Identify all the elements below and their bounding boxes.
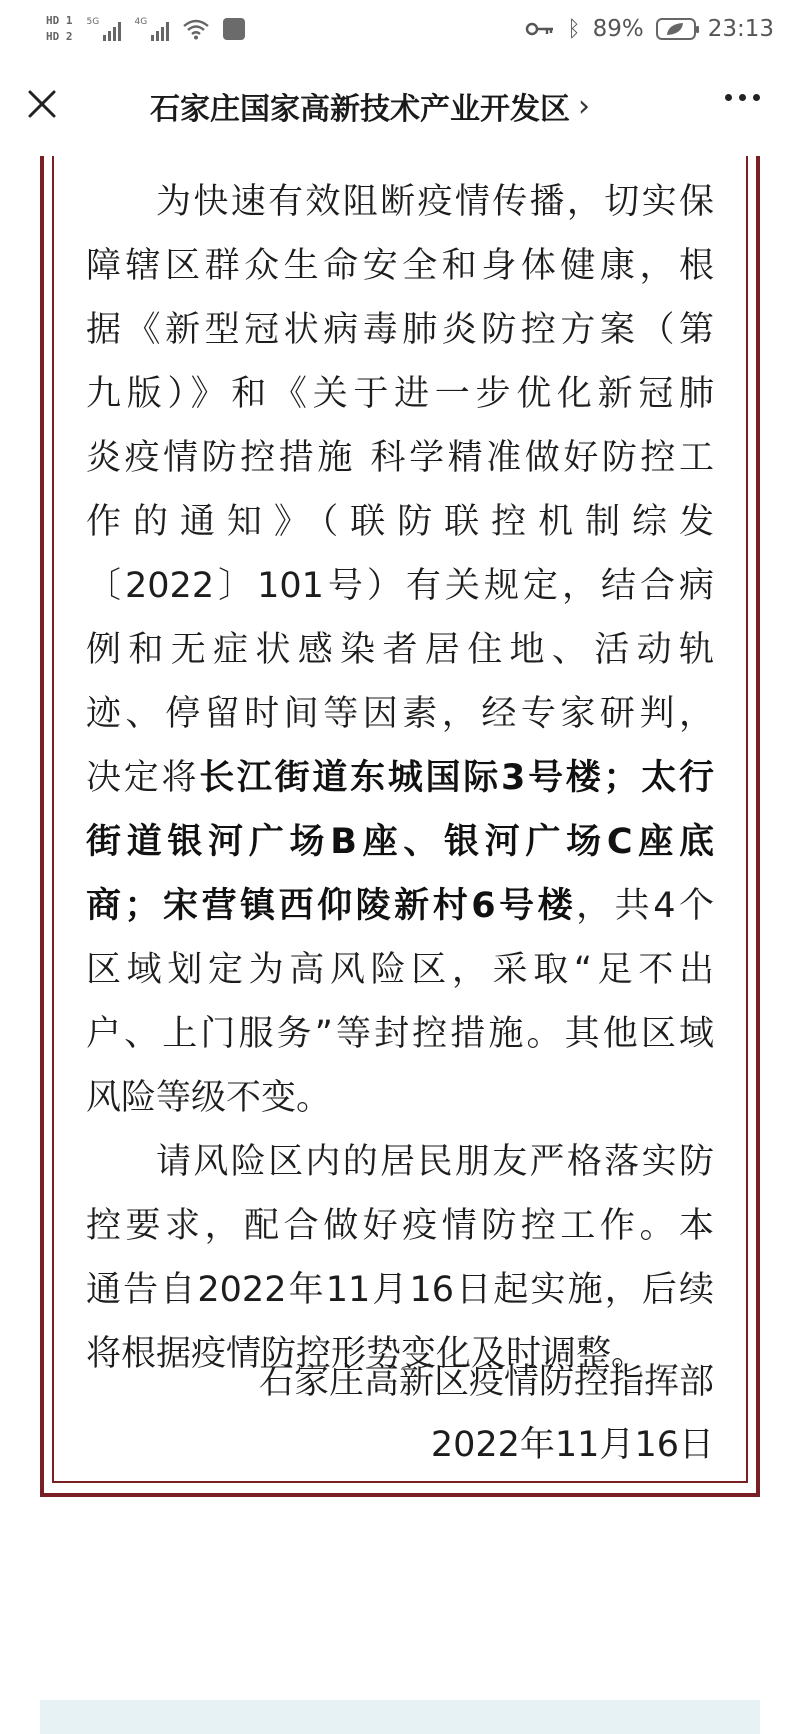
notice-line xyxy=(86,1002,714,1066)
notice-text: 迹、停留时间等因素，经专家研判， xyxy=(86,694,714,734)
highlighted-area-text: 街道银河广场B座、银河广场C座底 xyxy=(86,822,714,862)
hd2-badge: HD 2 xyxy=(46,30,73,43)
signal-5g-icon xyxy=(87,17,121,41)
notice-text: 区域划定为高风险区，采取“足不出 xyxy=(86,950,714,990)
wifi-icon xyxy=(183,18,209,40)
notice-paragraph-2 xyxy=(86,1130,714,1386)
hd1-badge: HD 1 xyxy=(46,14,73,27)
signal-5g-label: 5G xyxy=(86,17,100,27)
notice-line xyxy=(86,490,714,554)
battery-icon xyxy=(656,18,696,40)
notice-paragraph-1 xyxy=(86,170,714,1130)
notice-line xyxy=(86,938,714,1002)
issuer-signature: 石家庄高新区疫情防控指挥部 xyxy=(258,1362,714,1402)
signal-4g-label: 4G xyxy=(134,17,148,27)
notice-text: 决定将 xyxy=(86,758,200,798)
notice-line xyxy=(86,362,714,426)
notice-line xyxy=(86,170,714,234)
notice-line xyxy=(86,1194,714,1258)
notice-line xyxy=(86,298,714,362)
page-title: 石家庄国家高新技术产业开发区 xyxy=(150,92,570,127)
notice-text: 炎疫情防控措施 科学精准做好防控工 xyxy=(86,438,714,478)
status-left xyxy=(46,8,245,50)
notice-line xyxy=(86,618,714,682)
status-right xyxy=(525,10,774,48)
notice-text: 户、上门服务”等封控措施。其他区域 xyxy=(86,1014,714,1054)
issue-date: 2022年11月16日 xyxy=(430,1425,714,1465)
notice-line xyxy=(86,234,714,298)
notice-line xyxy=(86,682,714,746)
app-notification-icon xyxy=(223,18,245,40)
nav-bar xyxy=(0,58,800,156)
notice-line xyxy=(86,1066,714,1130)
leaf-icon xyxy=(666,22,684,36)
notice-line xyxy=(86,874,714,938)
status-bar xyxy=(0,0,800,58)
highlighted-area-text: 商；宋营镇西仰陵新村6号楼 xyxy=(86,886,577,926)
highlighted-area-text: 长江街道东城国际3号楼；太行 xyxy=(199,758,714,798)
next-section-strip xyxy=(40,1700,760,1734)
clock: 23:13 xyxy=(707,16,774,42)
notice-text: ，共4个 xyxy=(576,886,714,926)
notice-line xyxy=(86,426,714,490)
more-options-icon[interactable] xyxy=(725,94,760,101)
notice-text: 将根据疫情防控形势变化及时调整。 xyxy=(86,1334,647,1374)
notice-text: 据《新型冠状病毒肺炎防控方案（第 xyxy=(86,310,714,350)
notice-text: 〔2022〕101号）有关规定，结合病 xyxy=(86,566,714,606)
notice-line xyxy=(86,1130,714,1194)
notice-text: 障辖区群众生命安全和身体健康，根 xyxy=(86,246,714,286)
notice-line xyxy=(86,1258,714,1322)
notice-text: 例和无症状感染者居住地、活动轨 xyxy=(86,630,714,670)
notice-text: 控要求，配合做好疫情防控工作。本 xyxy=(86,1206,714,1246)
notice-line xyxy=(86,554,714,618)
close-icon[interactable] xyxy=(22,84,62,124)
notice-text: 作的通知》（联防联控机制综发 xyxy=(86,502,714,542)
notice-text: 风险等级不变。 xyxy=(86,1078,332,1118)
notice-body xyxy=(86,170,714,1386)
notice-text: 通告自2022年11月16日起实施，后续 xyxy=(86,1270,714,1310)
notice-text: 九版）》和《关于进一步优化新冠肺 xyxy=(86,374,714,414)
notice-text: 请风险区内的居民朋友严格落实防 xyxy=(156,1142,714,1182)
chevron-right-icon: › xyxy=(578,88,590,124)
key-icon xyxy=(525,21,555,37)
hd-badges xyxy=(46,15,73,43)
notice-line xyxy=(86,810,714,874)
signal-4g-icon xyxy=(135,17,169,41)
battery-percent: 89% xyxy=(592,16,644,42)
notice-line xyxy=(86,746,714,810)
account-title-link[interactable] xyxy=(150,86,590,126)
notice-text: 为快速有效阻断疫情传播，切实保 xyxy=(156,182,714,222)
bluetooth-icon: ᛒ xyxy=(567,16,581,42)
